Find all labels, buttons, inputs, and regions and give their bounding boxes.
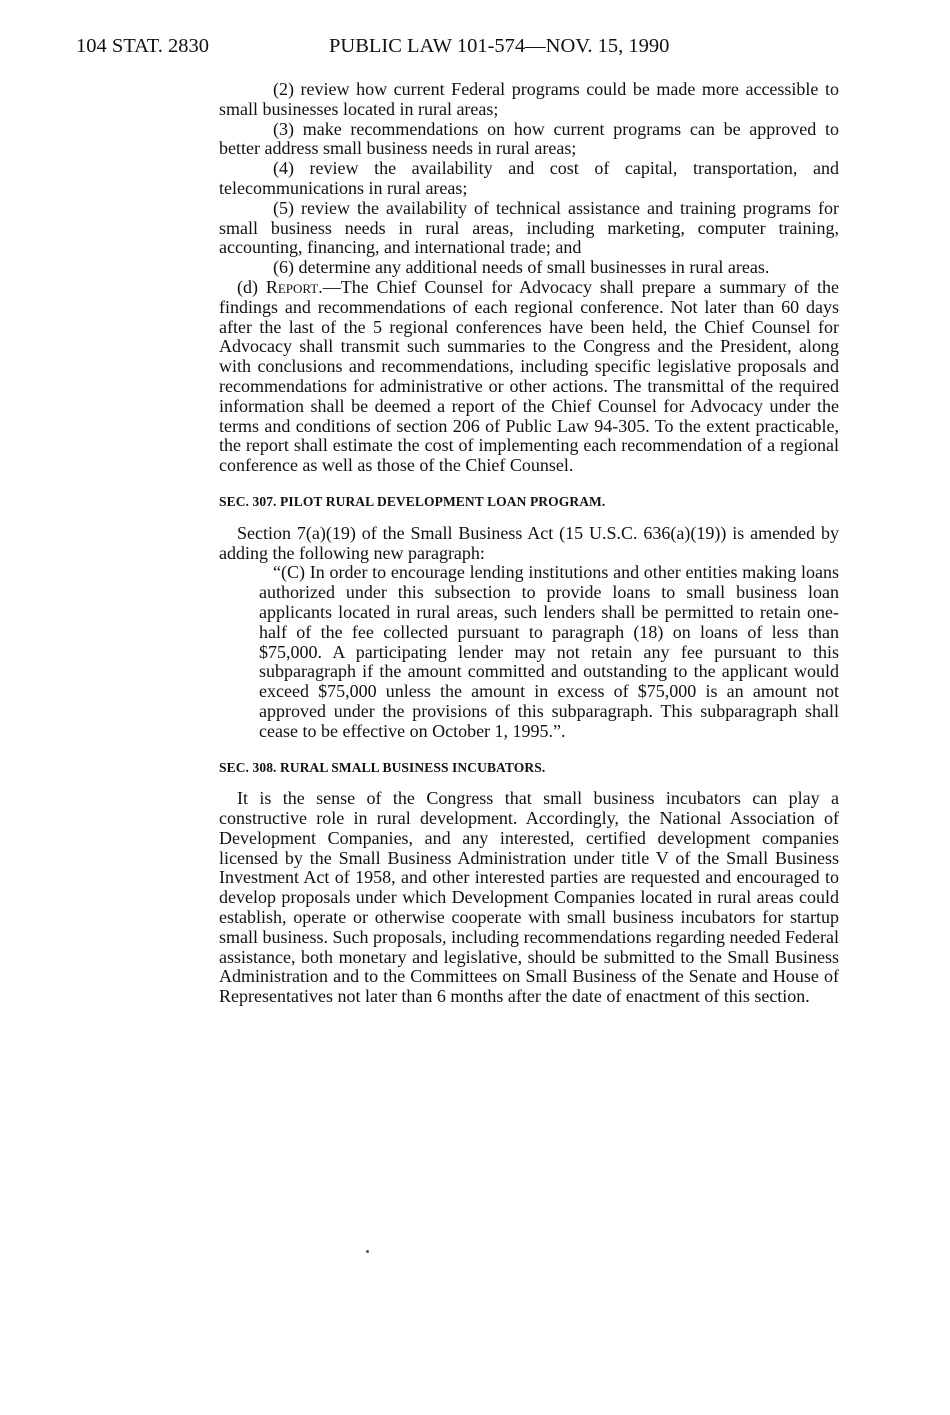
section-308-title: SEC. 308. RURAL SMALL BUSINESS INCUBATORS.: [219, 759, 546, 775]
list-item: (6) determine any additional needs of small businesses in rural areas.: [273, 257, 770, 278]
section-307-quote: “(C) In order to encourage lending institutions and other entities making loans authorized under this subsection to provide loans to small business loan applicants located in rural areas, such lenders shall be permitted to retain one-half of the fee collected pursuant to paragraph (18) on loans of less than $75,000. A participating lender may not retain any fee pursuant to this subparagraph if the amount committed and outstanding to the applicant would exceed $75,000 unless the amount in excess of $75,000 is an amount not approved under the provisions of this subparagraph. This subparagraph shall cease to be effective on October 1, 1995.”.: [259, 562, 839, 741]
list-item: (5) review the availability of technical assistance and training programs for small business needs in rural areas, including marketing, computer training, accounting, financing, and international trade; and: [219, 197, 839, 258]
list-item: (4) review the availability and cost of capital, transportation, and telecommunications in rural areas;: [219, 158, 839, 198]
statute-page-number: 104 STAT. 2830: [76, 35, 209, 57]
section-308-text: It is the sense of the Congress that small business incubators can play a constructive role in rural development. Accordingly, the National Association of Development Companies, and any interested, certified development companies licensed by the Small Business Administration under title V of the Small Business Investment Act of 1958, and other interested parties are requested and encouraged to develop proposals under which Development Companies located in rural areas could establish, operate or otherwise cooperate with small business incubators for startup small business. Such proposals, including recommendations regarding needed Federal assistance, both monetary and legislative, should be submitted to the Small Business Administration and to the Committees on Small Business of the Senate and House of Representatives not later than 6 months after the date of enactment of this section.: [219, 788, 839, 1007]
public-law-citation: PUBLIC LAW 101-574—NOV. 15, 1990: [329, 35, 670, 57]
report-label: (d): [237, 276, 266, 297]
section-307-intro: Section 7(a)(19) of the Small Business Act (15 U.S.C. 636(a)(19)) is amended by adding the following new paragraph:: [219, 522, 839, 563]
report-text: —The Chief Counsel for Advocacy shall prepare a summary of the findings and recommendations of each regional conference. Not later than 60 days after the last of the 5 regional conferences have been held, the Chief Counsel for Advocacy shall transmit such summaries to the Congress and the President, along with conclusions and recommendations, including specific legislative proposals and recommendations for administrative or other actions. The transmittal of the required information shall be deemed a report of the Chief Counsel for Advocacy under the terms and conditions of section 206 of Public Law 94-305. To the extent practicable, the report shall estimate the cost of implementing each recommendation of a regional conference as well as those of the Chief Counsel.: [219, 276, 839, 476]
stray-mark: [366, 1250, 369, 1253]
report-heading: Report.: [265, 276, 323, 297]
document-body: [219, 80, 839, 1007]
page-header: [76, 32, 756, 62]
list-item: (3) make recommendations on how current programs can be approved to better address small business needs in rural areas;: [219, 118, 839, 159]
report-paragraph: [219, 278, 839, 476]
section-307-title: SEC. 307. PILOT RURAL DEVELOPMENT LOAN PROGRAM.: [219, 493, 606, 509]
list-item: (2) review how current Federal programs could be made more accessible to small businesses located in rural areas;: [219, 79, 839, 119]
